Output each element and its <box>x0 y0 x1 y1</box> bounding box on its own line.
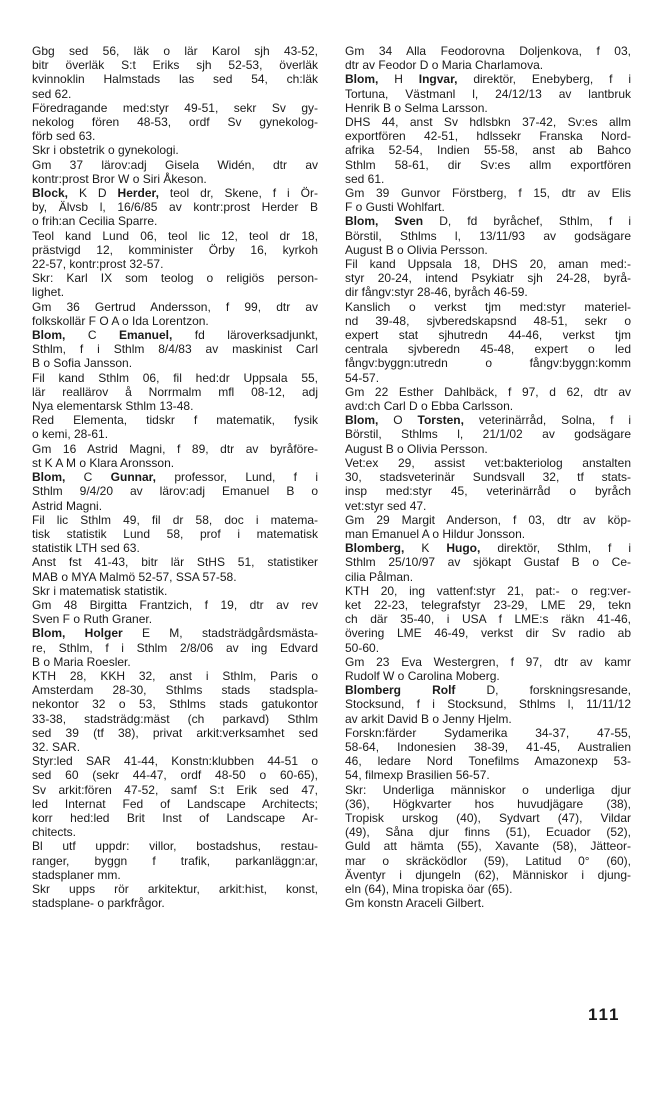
line-text: 30, stadsveterinär Sundsvall 32, tf stats- <box>345 470 631 485</box>
text-line <box>32 655 318 669</box>
entry-name: Blomberg, <box>345 541 405 556</box>
line-text: Skr i matematisk statistik. <box>32 583 168 598</box>
line-text: D, forskningsresande, <box>455 683 631 698</box>
text-line <box>32 314 318 328</box>
text-line <box>345 328 631 342</box>
line-text: 58-64, Indonesien 38-39, 41-45, Australien <box>345 739 631 754</box>
line-text: statistik LTH sed 63. <box>32 541 140 556</box>
line-text: Sven F o Ruth Graner. <box>32 612 153 627</box>
text-line <box>345 229 631 243</box>
page-number: 111 <box>588 1005 621 1024</box>
text-line <box>32 143 318 157</box>
text-line <box>32 399 318 413</box>
text-line <box>345 783 631 797</box>
text-line <box>345 342 631 356</box>
line-text: Gm 29 Margit Anderson, f 03, dtr av köp- <box>345 512 631 527</box>
line-text: korr hed:led Brit Inst of Landscape Ar- <box>32 810 318 825</box>
text-line <box>32 669 318 683</box>
text-line <box>345 584 631 598</box>
text-line <box>32 712 318 726</box>
line-text: stadsplaner mm. <box>32 867 121 882</box>
text-line <box>32 797 318 811</box>
text-line <box>345 669 631 683</box>
line-text: förb sed 63. <box>32 129 96 144</box>
text-line <box>345 641 631 655</box>
line-text: D, fd byråchef, Sthlm, f i <box>423 214 631 229</box>
text-line <box>345 271 631 285</box>
text-line <box>32 229 318 243</box>
line-text: (36), Högkvarter hos huvudjägare (38), <box>345 796 631 811</box>
text-line <box>32 641 318 655</box>
line-text: folkskollär F O A o Ida Lorentzon. <box>32 313 209 328</box>
line-text: Föredragande med:styr 49-51, sekr Sv gy- <box>32 100 318 115</box>
line-text: led Internat Fed of Landscape Architects; <box>32 796 318 811</box>
line-text: Börstil, Sthlms l, 13/11/93 av godsägare <box>345 228 631 243</box>
line-text: Vet:ex 29, assist vet:bakteriolog anstalten <box>345 455 631 470</box>
line-text: 54, filmexp Brasilien 56-57. <box>345 768 490 783</box>
entry-name: Herder, <box>117 186 159 201</box>
line-text: Gm 22 Esther Dahlbäck, f 97, d 62, dtr av <box>345 384 631 399</box>
text-line <box>32 442 318 456</box>
line-text: sed 39 (tf 38), privat arkit:verksamhet sed <box>32 725 318 740</box>
text-line <box>345 314 631 328</box>
line-text: ch där 35-40, i USA f LME:s räkn 41-46, <box>345 612 631 627</box>
text-line <box>32 726 318 740</box>
line-text: övering LME 46-49, verkst dir Sv radio ab <box>345 626 631 641</box>
line-text: Red Elementa, tidskr f matematik, fysik <box>32 413 318 428</box>
text-line <box>32 499 318 513</box>
text-line <box>345 470 631 484</box>
text-line <box>345 726 631 740</box>
line-text: exportfören 42-51, hdlssekr Franska Nord- <box>345 129 631 144</box>
text-line <box>32 598 318 612</box>
text-line <box>345 683 631 697</box>
line-text: professor, Lund, f i <box>156 470 318 485</box>
line-text: kontr:prost Bror W o Siri Åkeson. <box>32 171 207 186</box>
line-text: August B o Olivia Persson. <box>345 242 488 257</box>
text-line <box>345 896 631 910</box>
line-text: Astrid Magni. <box>32 498 103 513</box>
text-line <box>345 285 631 299</box>
line-text: nekolog fören 48-53, ordf Sv gynekolog- <box>32 115 318 130</box>
text-line <box>32 570 318 584</box>
line-text: styr 20-24, intend Psykiatr sjh 24-28, byrå- <box>345 271 631 286</box>
right-column <box>345 44 631 910</box>
text-line <box>345 555 631 569</box>
line-text: 33-38, stadsträdg:mäst (ch parkavd) Sthlm <box>32 711 318 726</box>
text-line <box>32 768 318 782</box>
text-line <box>345 825 631 839</box>
text-line <box>32 300 318 314</box>
text-line <box>32 783 318 797</box>
text-line <box>345 399 631 413</box>
line-text: Nya elementarsk Sthlm 13-48. <box>32 399 194 414</box>
text-line <box>32 427 318 441</box>
line-text: teol dr, Skene, f i Ör- <box>158 186 318 201</box>
text-line <box>32 555 318 569</box>
line-text: kvinnoklin Halmstads las sed 54, ch:läk <box>32 72 318 87</box>
line-text: dtr av Feodor D o Maria Charlamova. <box>345 58 544 73</box>
text-line <box>345 214 631 228</box>
text-line <box>345 356 631 370</box>
line-text: Gm 39 Gunvor Förstberg, f 15, dtr av Elis <box>345 186 631 201</box>
text-line <box>345 768 631 782</box>
line-text: B o Sofia Jansson. <box>32 356 133 371</box>
line-text: (49), Såna djur finns (51), Ecuador (52), <box>345 825 631 840</box>
line-text: KTH 28, KKH 32, anst i Sthlm, Paris o <box>32 668 318 683</box>
text-line <box>32 72 318 86</box>
entry-name: Blom, Holger <box>32 626 123 641</box>
text-line <box>32 271 318 285</box>
line-text: Bl utf uppdr: villor, bostadshus, restau- <box>32 839 318 854</box>
text-line <box>345 72 631 86</box>
line-text: avd:ch Carl D o Ebba Carlsson. <box>345 399 514 414</box>
text-line <box>32 87 318 101</box>
text-line <box>32 328 318 342</box>
line-text: August B o Olivia Persson. <box>345 441 488 456</box>
text-line <box>345 740 631 754</box>
text-line <box>345 385 631 399</box>
line-text: afrika 52-54, Indien 55-58, anst ab Bahco <box>345 143 631 158</box>
line-text: C <box>65 470 111 485</box>
line-text: expert stat sjhutredn 44-46, verkst tjm <box>345 328 631 343</box>
line-text: K D <box>68 186 118 201</box>
line-text: centrala sjvberedn 45-48, expert o led <box>345 342 631 357</box>
text-line <box>32 342 318 356</box>
line-text: o frih:an Cecilia Sparre. <box>32 214 158 229</box>
text-line <box>32 882 318 896</box>
line-text: lighet. <box>32 285 65 300</box>
text-line <box>32 896 318 910</box>
text-line <box>32 470 318 484</box>
line-text: Teol kand Lund 06, teol lic 12, teol dr 18, <box>32 228 318 243</box>
line-text: direktör, Enebyberg, f i <box>457 72 631 87</box>
text-line <box>345 143 631 157</box>
text-line <box>32 285 318 299</box>
line-text: Fil kand Uppsala 18, DHS 20, aman med:- <box>345 257 631 272</box>
entry-name: Blom, <box>345 413 379 428</box>
text-line <box>345 58 631 72</box>
text-line <box>345 499 631 513</box>
line-text: Gm 48 Birgitta Frantzich, f 19, dtr av rev <box>32 597 318 612</box>
line-text: Sthlm 9/4/20 av lärov:adj Emanuel B o <box>32 484 318 499</box>
line-text: Skr upps rör arkitektur, arkit:hist, konst, <box>32 881 318 896</box>
text-line <box>32 243 318 257</box>
line-text: Skr i obstetrik o gynekologi. <box>32 143 179 158</box>
entry-name: Ingvar, <box>418 72 458 87</box>
text-line <box>345 527 631 541</box>
text-line <box>345 882 631 896</box>
text-line <box>345 712 631 726</box>
line-text: Gbg sed 56, läk o lär Karol sjh 43-52, <box>32 44 318 58</box>
text-line <box>32 129 318 143</box>
line-text: Tropisk urskog (40), Sydvart (47), Vildar <box>345 810 631 825</box>
text-line <box>345 697 631 711</box>
text-line <box>345 598 631 612</box>
text-line <box>32 172 318 186</box>
text-line <box>32 683 318 697</box>
line-text: Kanslich o verkst tjm med:styr materiel- <box>345 299 631 314</box>
line-text: nekontor 32 o 53, Sthlms stads gatukontor <box>32 697 318 712</box>
text-line <box>32 115 318 129</box>
line-text: tisk statistik Lund 58, prof i matematisk <box>32 526 318 541</box>
text-line <box>32 484 318 498</box>
text-line <box>345 115 631 129</box>
text-line <box>345 87 631 101</box>
entry-name: Blomberg Rolf <box>345 683 456 698</box>
text-line <box>345 257 631 271</box>
line-text: Skr: Karl IX som teolog o religiös person- <box>32 271 318 286</box>
entry-name: Blom, <box>345 72 379 87</box>
line-text: Rudolf W o Carolina Moberg. <box>345 668 500 683</box>
line-text: Äventyr i djungeln (62), Människor i djung- <box>345 867 631 882</box>
text-line <box>345 300 631 314</box>
line-text: ket 22-23, telegrafstyr 23-29, LME 29, tekn <box>345 597 631 612</box>
text-line <box>345 541 631 555</box>
line-text: 50-60. <box>345 640 380 655</box>
text-line <box>32 101 318 115</box>
text-line <box>32 811 318 825</box>
line-text: Fil kand Sthlm 06, fil hed:dr Uppsala 55, <box>32 370 318 385</box>
text-line <box>32 854 318 868</box>
line-text: insp med:styr 45, veterinärråd o byråch <box>345 484 631 499</box>
text-line <box>32 214 318 228</box>
line-text: Skr: Underliga människor o underliga djur <box>345 782 631 797</box>
text-line <box>32 44 318 58</box>
line-text: 22-57, kontr:prost 32-57. <box>32 257 164 272</box>
text-line <box>345 371 631 385</box>
entry-name: Blom, <box>32 328 66 343</box>
text-line <box>32 527 318 541</box>
line-text: Forskn:färder Sydamerika 34-37, 47-55, <box>345 725 631 740</box>
text-line <box>345 839 631 853</box>
line-text: C <box>65 328 119 343</box>
entry-name: Hugo, <box>446 541 481 556</box>
text-line <box>32 385 318 399</box>
text-line <box>345 200 631 214</box>
text-line <box>345 626 631 640</box>
line-text: fd läroverksadjunkt, <box>172 328 318 343</box>
entry-name: Block, <box>32 186 69 201</box>
line-text: man Emanuel A o Hildur Jonsson. <box>345 526 526 541</box>
line-text: B o Maria Roesler. <box>32 654 131 669</box>
text-line <box>32 371 318 385</box>
line-text: fångv:byggn:utredn o fångv:byggn:komm <box>345 356 631 371</box>
text-line <box>345 868 631 882</box>
line-text: av arkit David B o Jenny Hjelm. <box>345 711 512 726</box>
text-line <box>345 797 631 811</box>
entry-name: Torsten, <box>417 413 464 428</box>
text-line <box>32 200 318 214</box>
text-line <box>32 740 318 754</box>
text-line <box>32 413 318 427</box>
text-line <box>32 626 318 640</box>
text-line <box>345 186 631 200</box>
text-line <box>345 442 631 456</box>
line-text: 32. SAR. <box>32 739 81 754</box>
text-line <box>345 413 631 427</box>
text-line <box>345 484 631 498</box>
line-text: veterinärråd, Solna, f i <box>463 413 631 428</box>
line-text: KTH 20, ing vattenf:styr 21, pat:- o reg:ver- <box>345 583 631 598</box>
line-text: cilia Pålman. <box>345 569 414 584</box>
text-line <box>345 456 631 470</box>
entry-name: Blom, <box>32 470 66 485</box>
line-text: 54-57. <box>345 370 380 385</box>
line-text: Styr:led SAR 41-44, Konstn:klubben 44-51 o <box>32 754 318 769</box>
text-line <box>345 44 631 58</box>
text-line <box>345 243 631 257</box>
line-text: eln (64), Mina tropiska öar (65). <box>345 881 513 896</box>
text-line <box>32 186 318 200</box>
line-text: nd 39-48, sjvberedskapsnd 48-51, sekr o <box>345 313 631 328</box>
line-text: Gm konstn Araceli Gilbert. <box>345 896 485 911</box>
line-text: vet:styr sed 47. <box>345 498 427 513</box>
line-text: Sthlm, f i Sthlm 8/4/83 av maskinist Carl <box>32 342 318 357</box>
line-text: Tortuna, Västmanl l, 24/12/13 av lantbruk <box>345 86 631 101</box>
text-line <box>32 456 318 470</box>
line-text: dir fångv:styr 28-46, byråch 46-59. <box>345 285 528 300</box>
text-line <box>32 584 318 598</box>
line-text: 46, ledare Nord Tonefilms Amazonexp 53- <box>345 754 631 769</box>
line-text: Stocksund, f i Stocksund, Sthlms l, 11/11/12 <box>345 697 631 712</box>
line-text: sed 61. <box>345 171 385 186</box>
text-line <box>345 172 631 186</box>
line-text: Sthlm 25/10/97 av sjökapt Gustaf B o Ce- <box>345 555 631 570</box>
text-line <box>345 513 631 527</box>
text-line <box>345 754 631 768</box>
text-line <box>32 612 318 626</box>
line-text: Gm 16 Astrid Magni, f 89, dtr av byråföre- <box>32 441 318 456</box>
text-line <box>32 754 318 768</box>
line-text: Sthlm 58-61, dir Sv:es allm exportfören <box>345 157 631 172</box>
text-line <box>32 158 318 172</box>
text-line <box>345 427 631 441</box>
line-text: st K A M o Klara Aronsson. <box>32 455 175 470</box>
line-text: MAB o MYA Malmö 52-57, SSA 57-58. <box>32 569 237 584</box>
line-text: Gm 34 Alla Feodorovna Doljenkova, f 03, <box>345 44 631 58</box>
text-line <box>345 129 631 143</box>
line-text: bitr överläk S:t Eriks sjh 52-53, överläk <box>32 58 318 73</box>
line-text: Fil lic Sthlm 49, fil dr 58, doc i matema- <box>32 512 318 527</box>
line-text: Henrik B o Selma Larsson. <box>345 100 488 115</box>
line-text: DHS 44, anst Sv hdlsbkn 37-42, Sv:es allm <box>345 115 631 130</box>
line-text: Börstil, Sthlms l, 21/1/02 av godsägare <box>345 427 631 442</box>
text-line <box>32 257 318 271</box>
line-text: K <box>404 541 447 556</box>
line-text: H <box>378 72 419 87</box>
line-text: Anst fst 41-43, bitr lär StHS 51, statistiker <box>32 555 318 570</box>
line-text: ranger, byggn f trafik, parkanläggn:ar, <box>32 853 318 868</box>
text-line <box>32 58 318 72</box>
text-line <box>345 101 631 115</box>
line-text: sed 60 (sekr 44-47, ordf 48-50 o 60-65), <box>32 768 318 783</box>
text-line <box>32 839 318 853</box>
text-line <box>32 697 318 711</box>
line-text: Gm 37 lärov:adj Gisela Widén, dtr av <box>32 157 318 172</box>
line-text: Gm 36 Gertrud Andersson, f 99, dtr av <box>32 299 318 314</box>
line-text: stadsplane- o parkfrågor. <box>32 896 165 911</box>
line-text: lär reallärov å Norrmalm mfl 08-12, adj <box>32 384 318 399</box>
text-line <box>345 158 631 172</box>
line-text: Sv arkit:fören 47-52, samf S:t Erik sed 47, <box>32 782 318 797</box>
line-text: E M, stadsträdgårdsmästa- <box>122 626 318 641</box>
text-line <box>32 541 318 555</box>
entry-name: Blom, Sven <box>345 214 424 229</box>
text-line <box>32 513 318 527</box>
text-line <box>32 356 318 370</box>
line-text: by, Älvsb l, 16/6/85 av kontr:prost Herder B <box>32 200 318 215</box>
text-line <box>32 868 318 882</box>
left-column <box>32 44 318 910</box>
line-text: chitects. <box>32 825 77 840</box>
line-text: F o Gusti Wohlfart. <box>345 200 445 215</box>
line-text: mar o skräcködlor (59), Latitud 0° (60), <box>345 853 631 868</box>
entry-name: Gunnar, <box>110 470 156 485</box>
line-text: re, Sthlm, f i Sthlm 2/8/06 av ing Edvard <box>32 640 318 655</box>
line-text: o kemi, 28-61. <box>32 427 109 442</box>
text-line <box>345 570 631 584</box>
line-text: O <box>378 413 418 428</box>
text-line <box>32 825 318 839</box>
text-line <box>345 612 631 626</box>
line-text: prästvigd 12, komminister Örby 16, kyrkoh <box>32 242 318 257</box>
text-line <box>345 811 631 825</box>
line-text: Guld att hämta (55), Xavante (58), Jätteor- <box>345 839 631 854</box>
line-text: direktör, Sthlm, f i <box>480 541 632 556</box>
line-text: Gm 23 Eva Westergren, f 97, dtr av kamr <box>345 654 631 669</box>
line-text: sed 62. <box>32 86 72 101</box>
text-line <box>345 655 631 669</box>
entry-name: Emanuel, <box>118 328 173 343</box>
line-text: Amsterdam 28-30, Sthlms stads stadspla- <box>32 683 318 698</box>
text-line <box>345 854 631 868</box>
